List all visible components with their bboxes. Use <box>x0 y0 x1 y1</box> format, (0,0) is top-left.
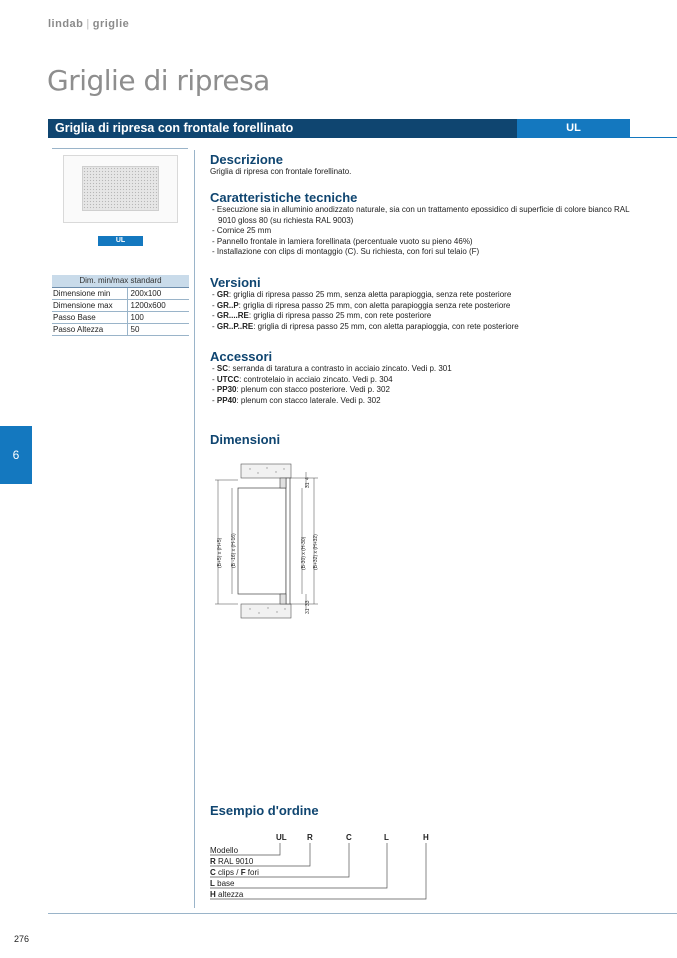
list-item: - Installazione con clips di montaggio (C). Su richiesta, con fori sul telaio (F) <box>212 247 480 257</box>
versioni-list <box>210 290 640 332</box>
accessory-code: SC <box>216 364 229 373</box>
row-label: Dimensione min <box>52 287 127 299</box>
label-inner-right: (B-30) x (H-30) <box>301 536 307 570</box>
list-item: - UTCC: controtelaio in acciaio zincato. Vedi p. 304 <box>212 374 393 384</box>
product-title: Griglia di ripresa con frontale forellinato <box>55 121 294 135</box>
bottom-rule <box>48 913 677 914</box>
order-example <box>210 829 440 909</box>
list-item: - PP30: plenum con stacco posteriore. Vedi p. 302 <box>212 385 390 395</box>
accessory-code: PP30 <box>216 385 237 395</box>
wall-top <box>241 464 291 478</box>
list-item: - GR: griglia di ripresa passo 25 mm, senza aletta parapioggia, senza rete posteriore <box>212 290 512 299</box>
table-row <box>52 299 189 311</box>
brand-section: griglie <box>92 18 130 30</box>
order-code: UL <box>276 833 287 842</box>
descrizione-heading: Descrizione <box>210 152 283 167</box>
list-item: - GR....RE: griglia di ripresa passo 25 mm, con rete posteriore <box>212 311 432 321</box>
list-item: - Pannello frontale in lamiera forellinata (percentuale vuoto su pieno 46%) <box>212 236 473 246</box>
order-row-model: Modello <box>210 846 239 855</box>
row-value: 100 <box>127 311 189 323</box>
frame-body <box>238 488 286 594</box>
order-row-color: R RAL 9010 <box>210 857 254 866</box>
brand-header <box>48 18 129 30</box>
list-item: - PP40: plenum con stacco laterale. Vedi p. 302 <box>212 395 381 405</box>
label-bottom-small-1: 31 <box>305 608 311 614</box>
clip-top <box>280 478 286 488</box>
version-code: GR..P..RE <box>216 321 254 331</box>
order-code: C <box>346 833 352 842</box>
table-row <box>52 311 189 323</box>
title-rule <box>630 137 677 138</box>
dimensioni-heading: Dimensioni <box>210 432 281 447</box>
row-value: 1200x600 <box>127 299 189 311</box>
list-item: - Esecuzione sia in alluminio anodizzato naturale, sia con un trattamento epossidico di superficie di colore bianco RAL 9010 gloss 80 (su richiesta RAL 9003) <box>212 205 630 225</box>
accessori-heading: Accessori <box>210 349 273 364</box>
list-item: - GR..P..RE: griglia di ripresa passo 25 mm, con aletta parapioggia, con rete posteriore <box>212 321 519 331</box>
product-image <box>63 155 178 223</box>
order-row-base: L base <box>210 879 235 888</box>
dimension-table <box>52 275 189 336</box>
accessory-code: PP40 <box>216 395 237 405</box>
list-item: - Cornice 25 mm <box>212 226 272 236</box>
version-code: GR <box>216 290 229 299</box>
row-label: Passo Base <box>52 311 127 323</box>
product-badge: UL <box>98 236 143 246</box>
list-item: - GR..P: griglia di ripresa passo 25 mm, con aletta parapioggia senza rete posteriore <box>212 300 511 310</box>
order-row-height: H altezza <box>210 890 244 899</box>
product-title-bar <box>48 119 630 138</box>
label-outer-left: (B+5) x (H+5) <box>217 537 223 568</box>
row-label: Dimensione max <box>52 299 127 311</box>
order-code: L <box>384 833 389 842</box>
row-value: 200x100 <box>127 287 189 299</box>
front-flange <box>286 478 290 604</box>
row-value: 50 <box>127 323 189 335</box>
accessory-code: UTCC <box>216 374 240 384</box>
label-bottom-small-2: 33 <box>305 600 311 606</box>
order-code: R <box>307 833 313 842</box>
table-row <box>52 287 189 299</box>
label-outer-right: (B+32) x (H+32) <box>313 534 319 570</box>
chapter-tab[interactable]: 6 <box>0 426 32 484</box>
order-row-mounting: C clips / F fori <box>210 868 259 877</box>
product-code-box: UL <box>517 119 630 138</box>
brand-name: lindab <box>48 18 84 30</box>
left-column-rule <box>52 148 188 149</box>
row-label: Passo Altezza <box>52 323 127 335</box>
column-divider <box>194 150 195 908</box>
esempio-heading: Esempio d'ordine <box>210 803 319 818</box>
list-item: - SC: serranda di taratura a contrasto in acciaio zincato. Vedi p. 301 <box>212 364 452 373</box>
label-inner-left: (B -16) x (H-16) <box>231 533 237 568</box>
wall-bottom <box>241 604 291 618</box>
label-top-small-1: 31 <box>305 482 311 488</box>
label-top-small-2: 4 <box>305 477 311 480</box>
caratteristiche-heading: Caratteristiche tecniche <box>210 190 358 205</box>
caratteristiche-list <box>210 205 635 258</box>
clip-bottom <box>280 594 286 604</box>
page-number: 276 <box>14 934 30 944</box>
dimension-drawing <box>210 458 330 630</box>
descrizione-text: Griglia di ripresa con frontale forellinato. <box>210 167 352 176</box>
version-code: GR..P <box>216 300 239 310</box>
accessori-list <box>210 364 640 406</box>
order-code: H <box>423 833 429 842</box>
page-title: Griglie di ripresa <box>47 64 270 97</box>
dimension-table-header: Dim. min/max standard <box>52 275 189 287</box>
versioni-heading: Versioni <box>210 275 261 290</box>
perforated-panel <box>82 166 159 211</box>
brand-separator: | <box>86 18 90 30</box>
table-row <box>52 323 189 335</box>
version-code: GR....RE <box>216 311 249 321</box>
